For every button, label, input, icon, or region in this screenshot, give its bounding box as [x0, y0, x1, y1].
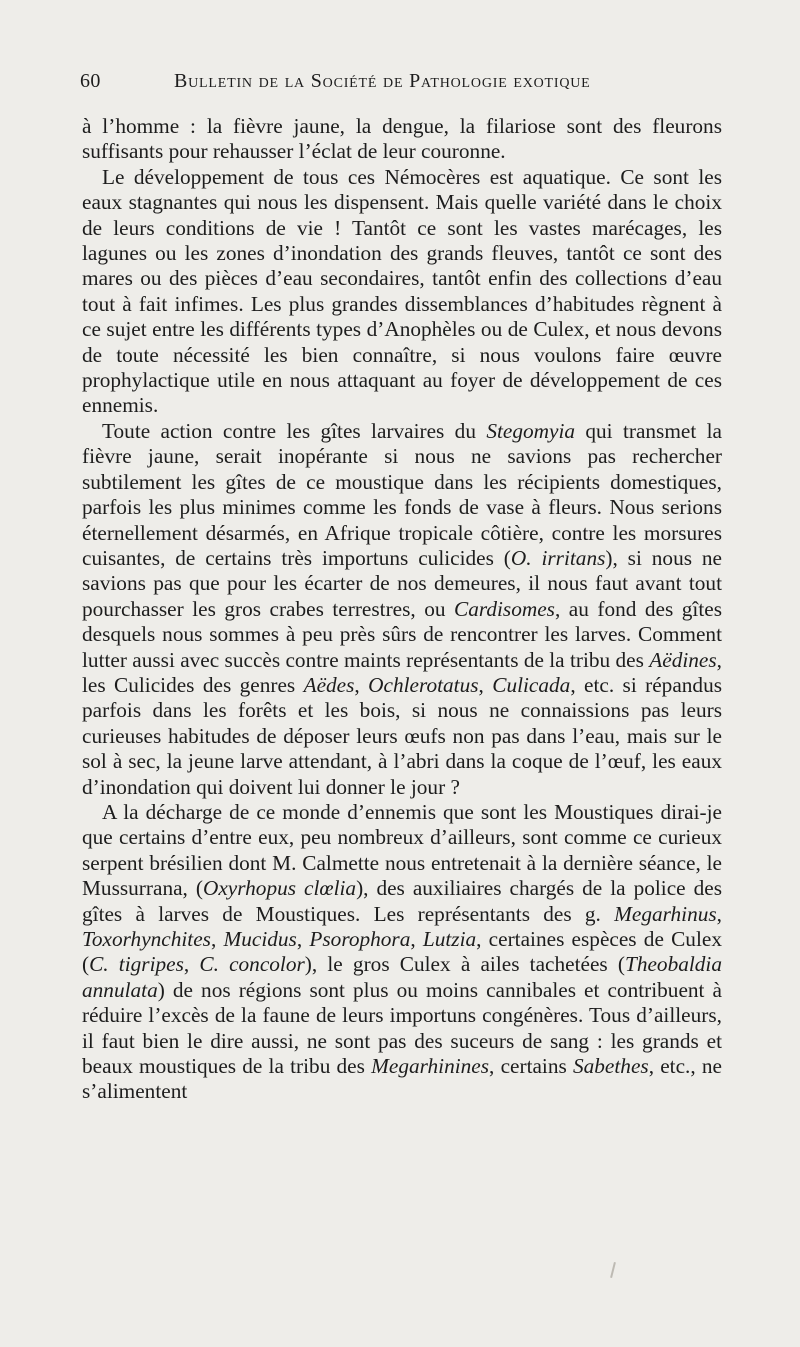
paragraph [82, 419, 722, 800]
text-run: , [716, 901, 722, 926]
italic-term: Aëdines [649, 647, 717, 672]
italic-term: Psorophora [309, 927, 411, 951]
italic-term: Theobaldia annulata [82, 952, 722, 1002]
text-run: , etc., ne s’alimentent [82, 1054, 722, 1104]
italic-term: Megarhinus [614, 901, 717, 926]
page-header [80, 70, 722, 104]
italic-term: Toxorhynchites [82, 927, 211, 951]
text-run: , [478, 672, 493, 697]
text-run: , [210, 927, 224, 951]
text-run: , [354, 672, 369, 697]
text-run: Toute action contre les gîtes larvaires du [102, 418, 487, 443]
text-run: à l’homme : la fièvre jaune, la dengue, la filariose sont des fleurons suffisants pour rehausser l’éclat de leur couronne. [82, 114, 722, 164]
italic-term: Cardisomes [454, 596, 555, 621]
italic-term: Aëdes [303, 672, 355, 697]
italic-term: Culicada [492, 672, 571, 697]
text-run: ), le gros Culex à ailes tachetées ( [304, 952, 625, 977]
body-text [82, 114, 722, 1105]
paragraph [82, 800, 722, 1105]
text-run: ), si nous ne savions pas que pour les écarter de nos demeures, il nous faut avant tout pourchasser les gros crabes terrestres, ou [82, 545, 722, 621]
text-run: , [296, 927, 310, 951]
page-mark [610, 1262, 616, 1278]
paragraph [82, 165, 722, 419]
text-run: , les Culicides des genres [82, 647, 722, 697]
running-head: Bulletin de la Société de Pathologie exotique [174, 70, 591, 92]
text-run: qui transmet la fièvre jaune, serait inopérante si nous ne savions pas rechercher subtilement les gîtes de ce moustique dans les récipients domestiques, parfois les plus minimes comme les fonds de vase à fleurs. Nous serions éternellement désarmés, en Afrique tropicale côtière, contre les morsures cuisantes, de certains très importuns culicides ( [82, 418, 722, 570]
text-run: , certains [489, 1054, 573, 1079]
text-run: , [410, 927, 423, 951]
italic-term: Mucidus [223, 927, 297, 951]
text-run: A la décharge de ce monde d’ennemis que sont les Moustiques dirai-je que certains d’entre eux, peu nombreux d’ailleurs, sont comme ce curieux serpent brésilien dont M. Calmette nous entretenait à la dernière séance, le Mussurrana, ( [82, 799, 722, 901]
paragraph [82, 114, 722, 165]
italic-term: O. irritans [510, 545, 606, 570]
italic-term: Ochlerotatus [368, 672, 479, 697]
text-run: , certaines espèces de Culex ( [82, 927, 722, 977]
italic-term: C. tigripes [89, 952, 184, 977]
text-run: , au fond des gîtes desquels nous sommes à peu près sûrs de rencontrer les larves. Comment lutter aussi avec succès contre maints représentants de la tribu des [82, 596, 722, 672]
italic-term: C. concolor [199, 952, 305, 977]
text-run: , [183, 952, 200, 977]
text-run: ) de nos régions sont plus ou moins cannibales et contribuent à réduire l’excès de la faune de leurs importuns congénères. Tous d’ailleurs, il faut bien le dire aussi, ne sont pas des suceurs de sang : les grands et beaux moustiques de la tribu des [82, 977, 722, 1079]
italic-term: Megarhinines [371, 1054, 490, 1079]
text-run: Le développement de tous ces Némocères est aquatique. Ce sont les eaux stagnantes qui nous les dispensent. Mais quelle variété dans le choix de leurs conditions de vie ! Tantôt ce sont les vastes marécages, les lagunes ou les zones d’inondation des grands fleuves, tantôt ce sont des mares ou des pièces d’eau secondaires, tantôt enfin des collections d’eau tout à fait infimes. Les plus grandes dissemblances d’habitudes règnent à ce sujet entre les différents types d’Anophèles ou de Culex, et nous devons de toute nécessité les bien connaître, si nous voulons faire œuvre prophylactique utile en nous attaquant au foyer de développement de ces ennemis. [82, 164, 722, 418]
text-run: ), des auxiliaires chargés de la police des gîtes à larves de Moustiques. Les représentants des g. [82, 876, 722, 926]
text-run: , etc. si répandus parfois dans les forêts et les bois, si nous ne connaissions pas leurs curieuses habitudes de déposer leurs œufs non pas dans l’eau, mais sur le sol à sec, la jeune larve attendant, à l’abri dans la coque de l’œuf, les eaux d’inondation qui doivent lui donner le jour ? [82, 672, 723, 799]
page-number: 60 [80, 70, 101, 92]
italic-term: Oxyrhopus clœlia [202, 876, 357, 901]
italic-term: Lutzia [422, 927, 477, 951]
italic-term: Stegomyia [486, 418, 576, 443]
italic-term: Sabethes [572, 1054, 649, 1079]
